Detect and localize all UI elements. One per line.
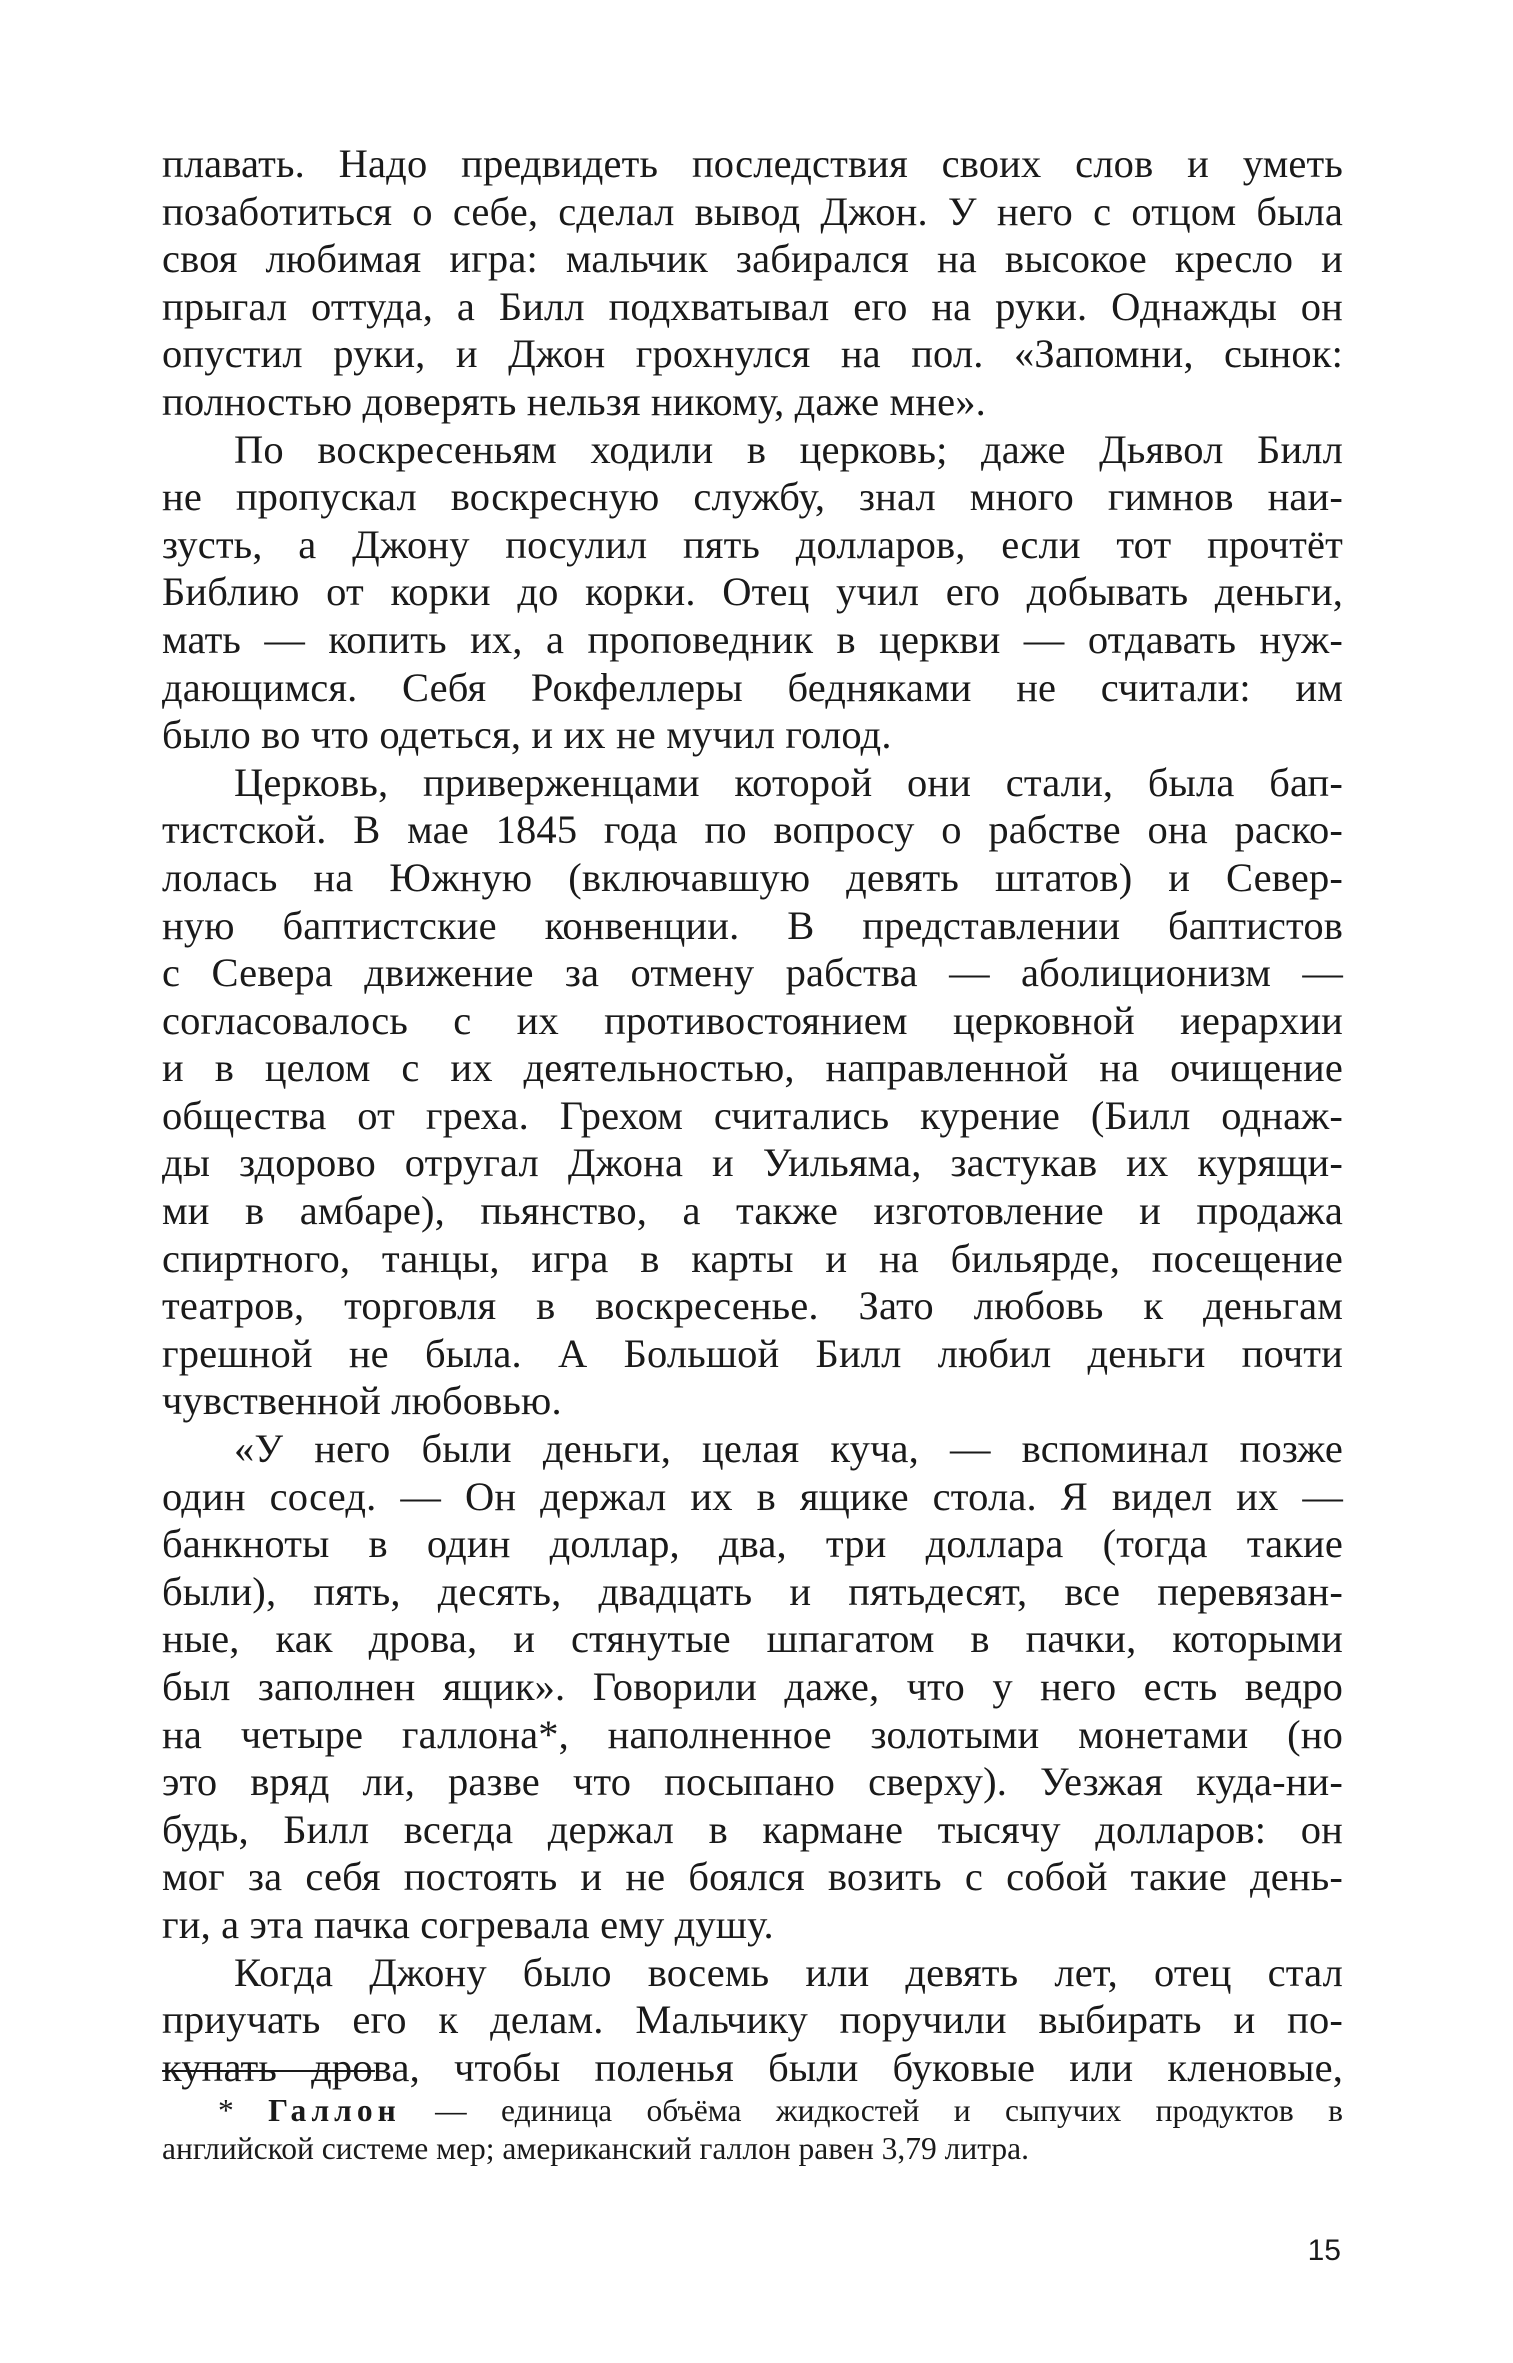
text-line: были), пять, десять, двадцать и пятьдесят, все перевязан-: [162, 1568, 1343, 1614]
text-line: Библию от корки до корки. Отец учил его добывать деньги,: [162, 569, 1343, 615]
paragraph: [162, 1425, 1343, 1949]
paragraph: [162, 759, 1343, 1425]
paragraph: [162, 140, 1343, 426]
text-line: дающимся. Себя Рокфеллеры бедняками не считали: им: [162, 664, 1343, 710]
text-line: приучать его к делам. Мальчику поручили выбирать и по-: [162, 1997, 1343, 2043]
text-line: на четыре галлона*, наполненное золотыми монетами (но: [162, 1711, 1343, 1757]
text-line: согласовалось с их противостоянием церковной иерархии: [162, 997, 1343, 1043]
text-line: ды здорово отругал Джона и Уильяма, застукав их курящи-: [162, 1140, 1343, 1186]
text-line: Когда Джону было восемь или девять лет, отец стал: [234, 1949, 1343, 1995]
text-line: лолась на Южную (включавшую девять штатов) и Север-: [162, 854, 1343, 900]
text-line: общества от греха. Грехом считались курение (Билл однаж-: [162, 1092, 1343, 1138]
paragraph: [162, 426, 1343, 759]
text-line: театров, торговля в воскресенье. Зато любовь к деньгам: [162, 1283, 1343, 1329]
text-line: грешной не была. А Большой Билл любил деньги почти: [162, 1330, 1343, 1376]
text-line: ми в амбаре), пьянство, а также изготовление и продажа: [162, 1188, 1343, 1234]
text-line: с Севера движение за отмену рабства — аболиционизм —: [162, 950, 1343, 996]
text-line: и в целом с их деятельностью, направленной на очищение: [162, 1045, 1343, 1091]
text-line: будь, Билл всегда держал в кармане тысячу долларов: он: [162, 1806, 1343, 1852]
text-line: полностью доверять нельзя никому, даже мне».: [162, 378, 986, 424]
text-line: купать дрова, чтобы поленья были буковые или кленовые,: [162, 2044, 1343, 2090]
page-number: 15: [1307, 2234, 1341, 2267]
footnote: [162, 2092, 1343, 2168]
text-line: ные, как дрова, и стянутые шпагатом в пачки, которыми: [162, 1616, 1343, 1662]
text-line: опустил руки, и Джон грохнулся на пол. «Запомни, сынок:: [162, 331, 1343, 377]
text-line: мать — копить их, а проповедник в церкви — отдавать нуж-: [162, 616, 1343, 662]
main-text: [162, 140, 1343, 2091]
text-line: ги, а эта пачка согревала ему душу.: [162, 1901, 774, 1947]
footnote-line: английской системе мер; американский галлон равен 3,79 литра.: [162, 2131, 1030, 2166]
text-line: спиртного, танцы, игра в карты и на бильярде, посещение: [162, 1235, 1343, 1281]
footnote-term: Галлон: [268, 2093, 401, 2128]
text-line: чувственной любовью.: [162, 1378, 562, 1424]
text-line: прыгал оттуда, а Билл подхватывал его на руки. Однажды он: [162, 283, 1343, 329]
text-line: «У него были деньги, целая куча, — вспоминал позже: [234, 1426, 1343, 1472]
text-line: ную баптистские конвенции. В представлении баптистов: [162, 902, 1343, 948]
text-line: банкноты в один доллар, два, три доллара (тогда такие: [162, 1521, 1343, 1567]
text-line: зусть, а Джону посулил пять долларов, если тот прочтёт: [162, 521, 1343, 567]
text-line: тистской. В мае 1845 года по вопросу о рабстве она раско-: [162, 807, 1343, 853]
text-line: своя любимая игра: мальчик забирался на высокое кресло и: [162, 236, 1343, 282]
text-line: позаботиться о себе, сделал вывод Джон. У него с отцом была: [162, 188, 1343, 234]
text-line: это вряд ли, разве что посыпано сверху). Уезжая куда-ни-: [162, 1759, 1343, 1805]
text-line: был заполнен ящик». Говорили даже, что у него есть ведро: [162, 1664, 1343, 1709]
text-line: было во что одеться, и их не мучил голод.: [162, 712, 892, 758]
text-line: Церковь, приверженцами которой они стали, была бап-: [234, 759, 1343, 805]
text-line: один сосед. — Он держал их в ящике стола. Я видел их —: [162, 1473, 1343, 1519]
text-line: плавать. Надо предвидеть последствия своих слов и уметь: [162, 141, 1343, 186]
text-line: не пропускал воскресную службу, знал много гимнов наи-: [162, 474, 1343, 520]
text-line: По воскресеньям ходили в церковь; даже Дьявол Билл: [234, 426, 1343, 472]
footnote-line: [162, 2092, 1343, 2130]
text-line: мог за себя постоять и не боялся возить с собой такие день-: [162, 1854, 1343, 1900]
footnote-marker: *: [218, 2093, 269, 2128]
footnote-definition: — единица объёма жидкостей и сыпучих продуктов в: [400, 2093, 1343, 2128]
footnote-separator: [162, 2070, 375, 2072]
